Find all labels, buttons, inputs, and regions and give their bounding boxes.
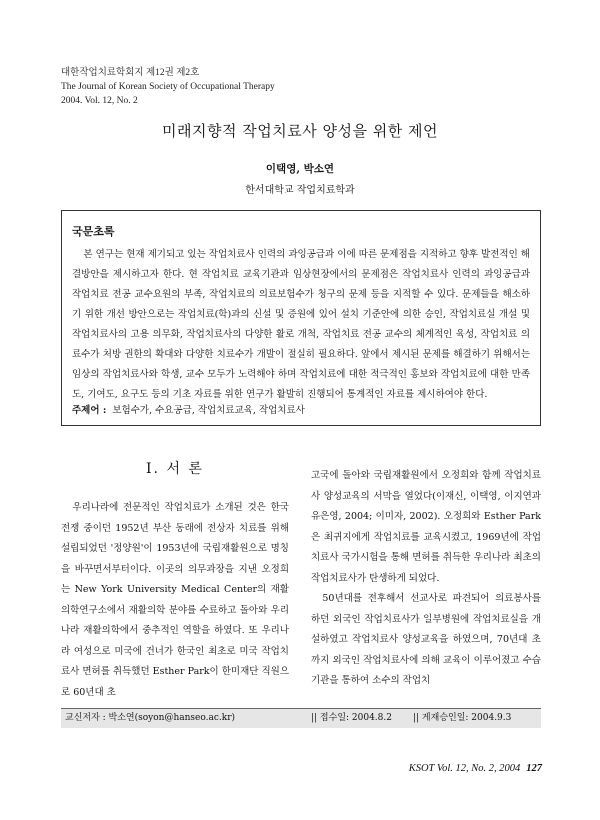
correspondence-author: 교신저자 : 박소연(soyon@hanseo.ac.kr) [65,713,236,723]
section-heading-introduction: Ⅰ. 서 론 [146,461,204,477]
keywords-label: 주제어 : [72,405,107,416]
journal-name-english: The Journal of Korean Society of Occupational Therapy [61,82,275,92]
body-paragraph: 우리나라에 전문적인 작업치료가 소개된 것은 한국전쟁 중이던 1952년 부산 동래에 전상자 치료를 위해 설립되었던 '정양원'이 1953년에 국립재활원으로 명칭을 바꾸면서부터이다. 이곳의 의무과장을 지낸 오정희는 New York University Medical Center의 재활의학연구소에서 재활의학 분야를 수료하고 돌아와 우리나라 재활의학에서 중추적인 역할을 하였다. 또 우리나라 여성으로 미국에 건너가 한국인 최초로 미국 작업치료사 면허를 취득했던 Esther Park이 한미재단 직원으로 60년대 초 [61,502,289,698]
page-footer [409,763,542,774]
accepted-date: || 게재승인일: 2004.9.3 [413,713,512,723]
journal-header [61,66,275,108]
body-paragraph: 고국에 돌아와 국립재활원에서 오정희와 함께 작업치료사 양성교육의 서막을 열었다(이재신, 이택영, 이지연과 유은영, 2004; 이미자, 2002). 오정희와 Esther Park은 최귀지에게 작업치료를 교육시켰고, 1969년에 작업치료사 국가시험을 통해 면허를 취득한 우리나라 최초의 작업치료사가 탄생하게 되었다. [311,470,541,584]
body-column-left [61,498,289,703]
abstract-body: 본 연구는 현재 제기되고 있는 작업치료사 인력의 과잉공급과 이에 따른 문제점을 지적하고 향후 발전적인 해결방안을 제시하고자 한다. 현 작업치료 교육기관과 임상현장에서의 문제점은 작업치료사 인력의 과잉공급과 작업치료 전공 교수요원의 부족, 작업치료의 의료보험수가 청구의 문제 등을 지적할 수 있다. 문제들을 해소하기 위한 개선 방안으로는 작업치료(학)과의 신설 및 증원에 있어 설치 기준안에 의한 승인, 작업치료실 개설 및 작업치료사의 고용 의무화, 작업치료사의 다양한 활로 개척, 작업치료 전공 교수의 체계적인 육성, 작업치료 의료수가 처방 권한의 확대와 다양한 치료수가 개발이 절실히 필요하다. 앞에서 제시된 문제를 해결하기 위해서는 임상의 작업치료사와 학생, 교수 모두가 노력해야 하며 작업치료에 대한 적극적인 홍보와 작업치료에 대한 만족도, 기여도, 요구도 등의 기초 자료를 위한 연구가 활발히 진행되어 통계적인 자료를 제시하여야 한다. [72,249,530,400]
paper-authors: 이택영, 박소연 [265,163,335,175]
paper-title: 미래지향적 작업치료사 양성을 위한 제언 [162,122,438,140]
page-number: 127 [526,763,542,774]
author-affiliation: 한서대학교 작업치료학과 [245,185,355,196]
abstract-heading: 국문초록 [72,225,115,238]
keywords [72,402,305,416]
body-column-right [311,466,541,692]
journal-volume: 2004. Vol. 12, No. 2 [61,96,138,106]
body-paragraph: 50년대를 전후해서 선교사로 파견되어 의료봉사를 하던 외국인 작업치료사가 일부병원에 작업치료실을 개설하였고 작업치료사 양성교육을 하였으며, 70년대 초까지 외국인 작업치료사에 의해 교육이 이루어졌고 수습기관을 통하여 소수의 작업치 [311,593,541,686]
keywords-list: 보험수가, 수요공급, 작업치료교육, 작업치료사 [112,405,305,416]
journal-name-korean: 대한작업치료학회지 제12권 제2호 [61,68,200,78]
abstract-box [61,210,541,426]
received-date: || 접수일: 2004.8.2 [311,713,392,723]
journal-reference: KSOT Vol. 12, No. 2, 2004 [408,763,521,774]
footnote-bar [61,709,541,728]
